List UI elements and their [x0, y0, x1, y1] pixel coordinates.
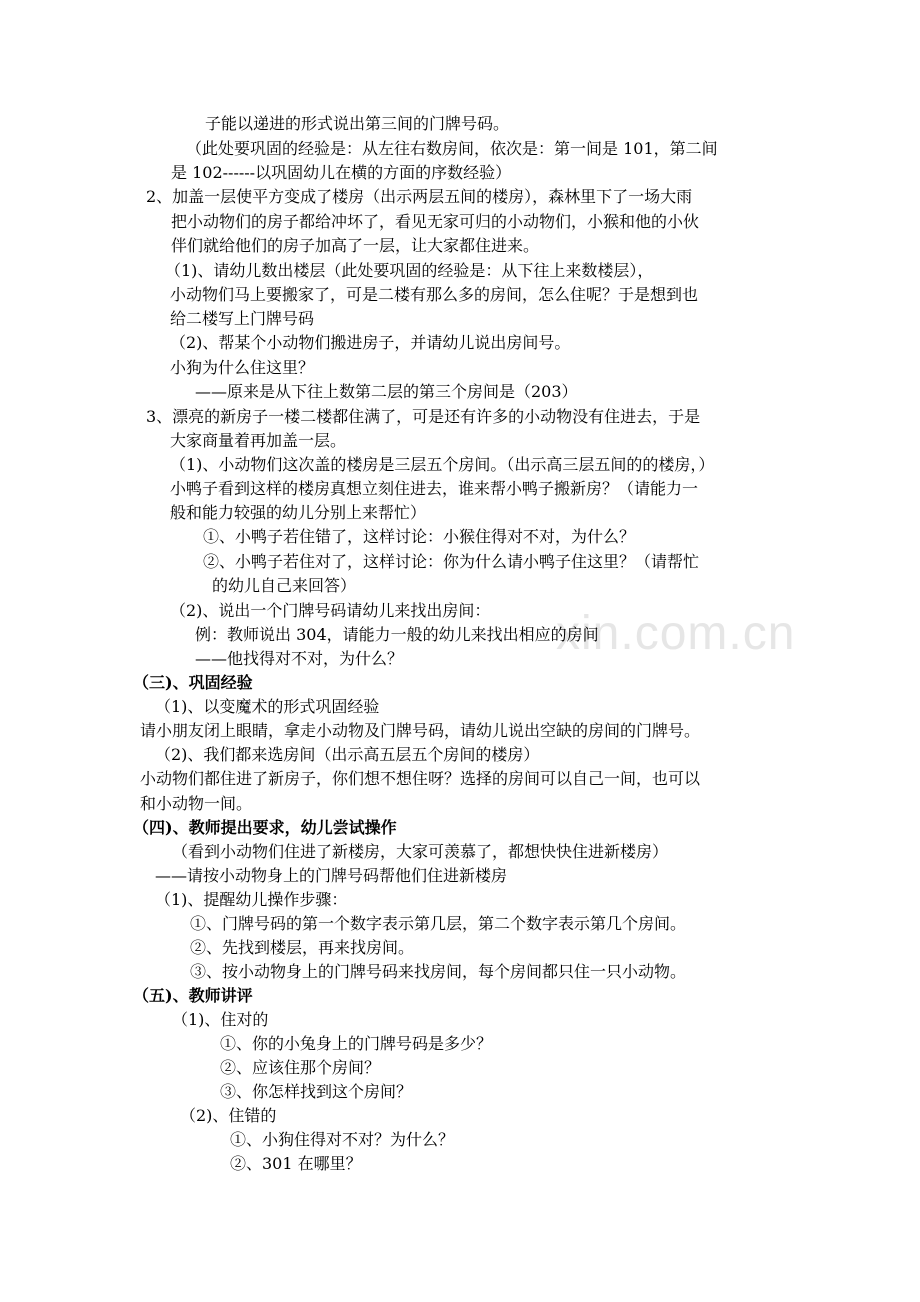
text-line: （1)、住对的 — [172, 1010, 269, 1029]
text-line: 是 102------以巩固幼儿在横的方面的序数经验） — [171, 163, 512, 182]
text-line: 的幼儿自己来回答） — [212, 576, 357, 595]
text-line: ②、小鸭子若住对了，这样讨论：你为什么请小鸭子住这里？（请帮忙 — [203, 552, 700, 571]
text-line: 请小朋友闭上眼睛，拿走小动物及门牌号码，请幼儿说出空缺的房间的门牌号。 — [140, 721, 701, 740]
text-line: ——原来是从下往上数第二层的第三个房间是（203） — [195, 382, 578, 401]
text-line: 2、加盖一层使平方变成了楼房（出示两层五间的楼房），森林里下了一场大雨 — [146, 187, 693, 206]
text-line: ②、应该住那个房间？ — [220, 1058, 381, 1077]
text-line: （看到小动物们住进了新楼房，大家可羡慕了，都想快快住进新楼房） — [172, 842, 669, 861]
text-line: 般和能力较强的幼儿分别上来帮忙） — [170, 503, 427, 522]
section-heading: （三)、巩固经验 — [133, 673, 253, 692]
text-line: 小狗为什么住这里？ — [170, 358, 315, 377]
text-line: 子能以递进的形式说出第三间的门牌号码。 — [205, 114, 510, 133]
text-line: ①、小鸭子若住错了，这样讨论：小猴住得对不对，为什么？ — [203, 527, 636, 546]
text-line: ②、先找到楼层，再来找房间。 — [190, 938, 415, 957]
text-line: （2)、我们都来选房间（出示高五层五个房间的楼房） — [155, 745, 540, 764]
text-line: 伴们就给他们的房子加高了一层，让大家都住进来。 — [171, 236, 540, 255]
text-line: ①、门牌号码的第一个数字表示第几层，第二个数字表示第几个房间。 — [190, 914, 687, 933]
text-line: 和小动物一间。 — [140, 794, 253, 813]
text-line: （1)、小动物们这次盖的楼房是三层五个房间。（出示高三层五间的的楼房，） — [170, 455, 715, 474]
text-line: （2)、说出一个门牌号码请幼儿来找出房间： — [170, 601, 491, 620]
text-line: ①、小狗住得对不对？为什么？ — [230, 1130, 455, 1149]
section-heading: （五)、教师讲评 — [133, 986, 253, 1005]
text-line: 3、漂亮的新房子一楼二楼都住满了，可是还有许多的小动物没有住进去，于是 — [146, 407, 701, 426]
text-line: ——他找得对不对，为什么？ — [195, 649, 404, 668]
text-line: （1)、请幼儿数出楼层（此处要巩固的经验是：从下往上来数楼层）， — [165, 261, 654, 280]
text-line: （2)、帮某个小动物们搬进房子，并请幼儿说出房间号。 — [170, 333, 571, 352]
text-line: ③、按小动物身上的门牌号码来找房间，每个房间都只住一只小动物。 — [190, 962, 687, 981]
text-line: 给二楼写上门牌号码 — [170, 309, 315, 328]
text-line: （2)、住错的 — [180, 1106, 277, 1125]
text-line: 大家商量着再加盖一层。 — [170, 431, 347, 450]
watermark: xin.com.cn — [556, 607, 796, 660]
text-line: 小动物们马上要搬家了，可是二楼有那么多的房间，怎么住呢？于是想到也 — [170, 285, 699, 304]
text-line: （1)、以变魔术的形式巩固经验 — [155, 697, 380, 716]
text-line: 小动物们都住进了新房子，你们想不想住呀？选择的房间可以自己一间，也可以 — [140, 769, 701, 788]
text-line: （此处要巩固的经验是：从左往右数房间，依次是：第一间是 101，第二间 — [186, 139, 718, 158]
text-line: ③、你怎样找到这个房间？ — [220, 1082, 413, 1101]
text-line: ①、你的小兔身上的门牌号码是多少？ — [220, 1034, 493, 1053]
text-line: ——请按小动物身上的门牌号码帮他们住进新楼房 — [155, 866, 508, 885]
text-line: （1)、提醒幼儿操作步骤： — [155, 890, 348, 909]
text-line: 小鸭子看到这样的楼房真想立刻住进去，谁来帮小鸭子搬新房？（请能力一 — [170, 479, 699, 498]
text-line: 把小动物们的房子都给冲坏了，看见无家可归的小动物们，小猴和他的小伙 — [171, 212, 700, 231]
text-line: ②、301 在哪里？ — [230, 1154, 362, 1173]
section-heading: （四)、教师提出要求，幼儿尝试操作 — [133, 818, 397, 837]
text-line: 例：教师说出 304，请能力一般的幼儿来找出相应的房间 — [195, 625, 599, 644]
